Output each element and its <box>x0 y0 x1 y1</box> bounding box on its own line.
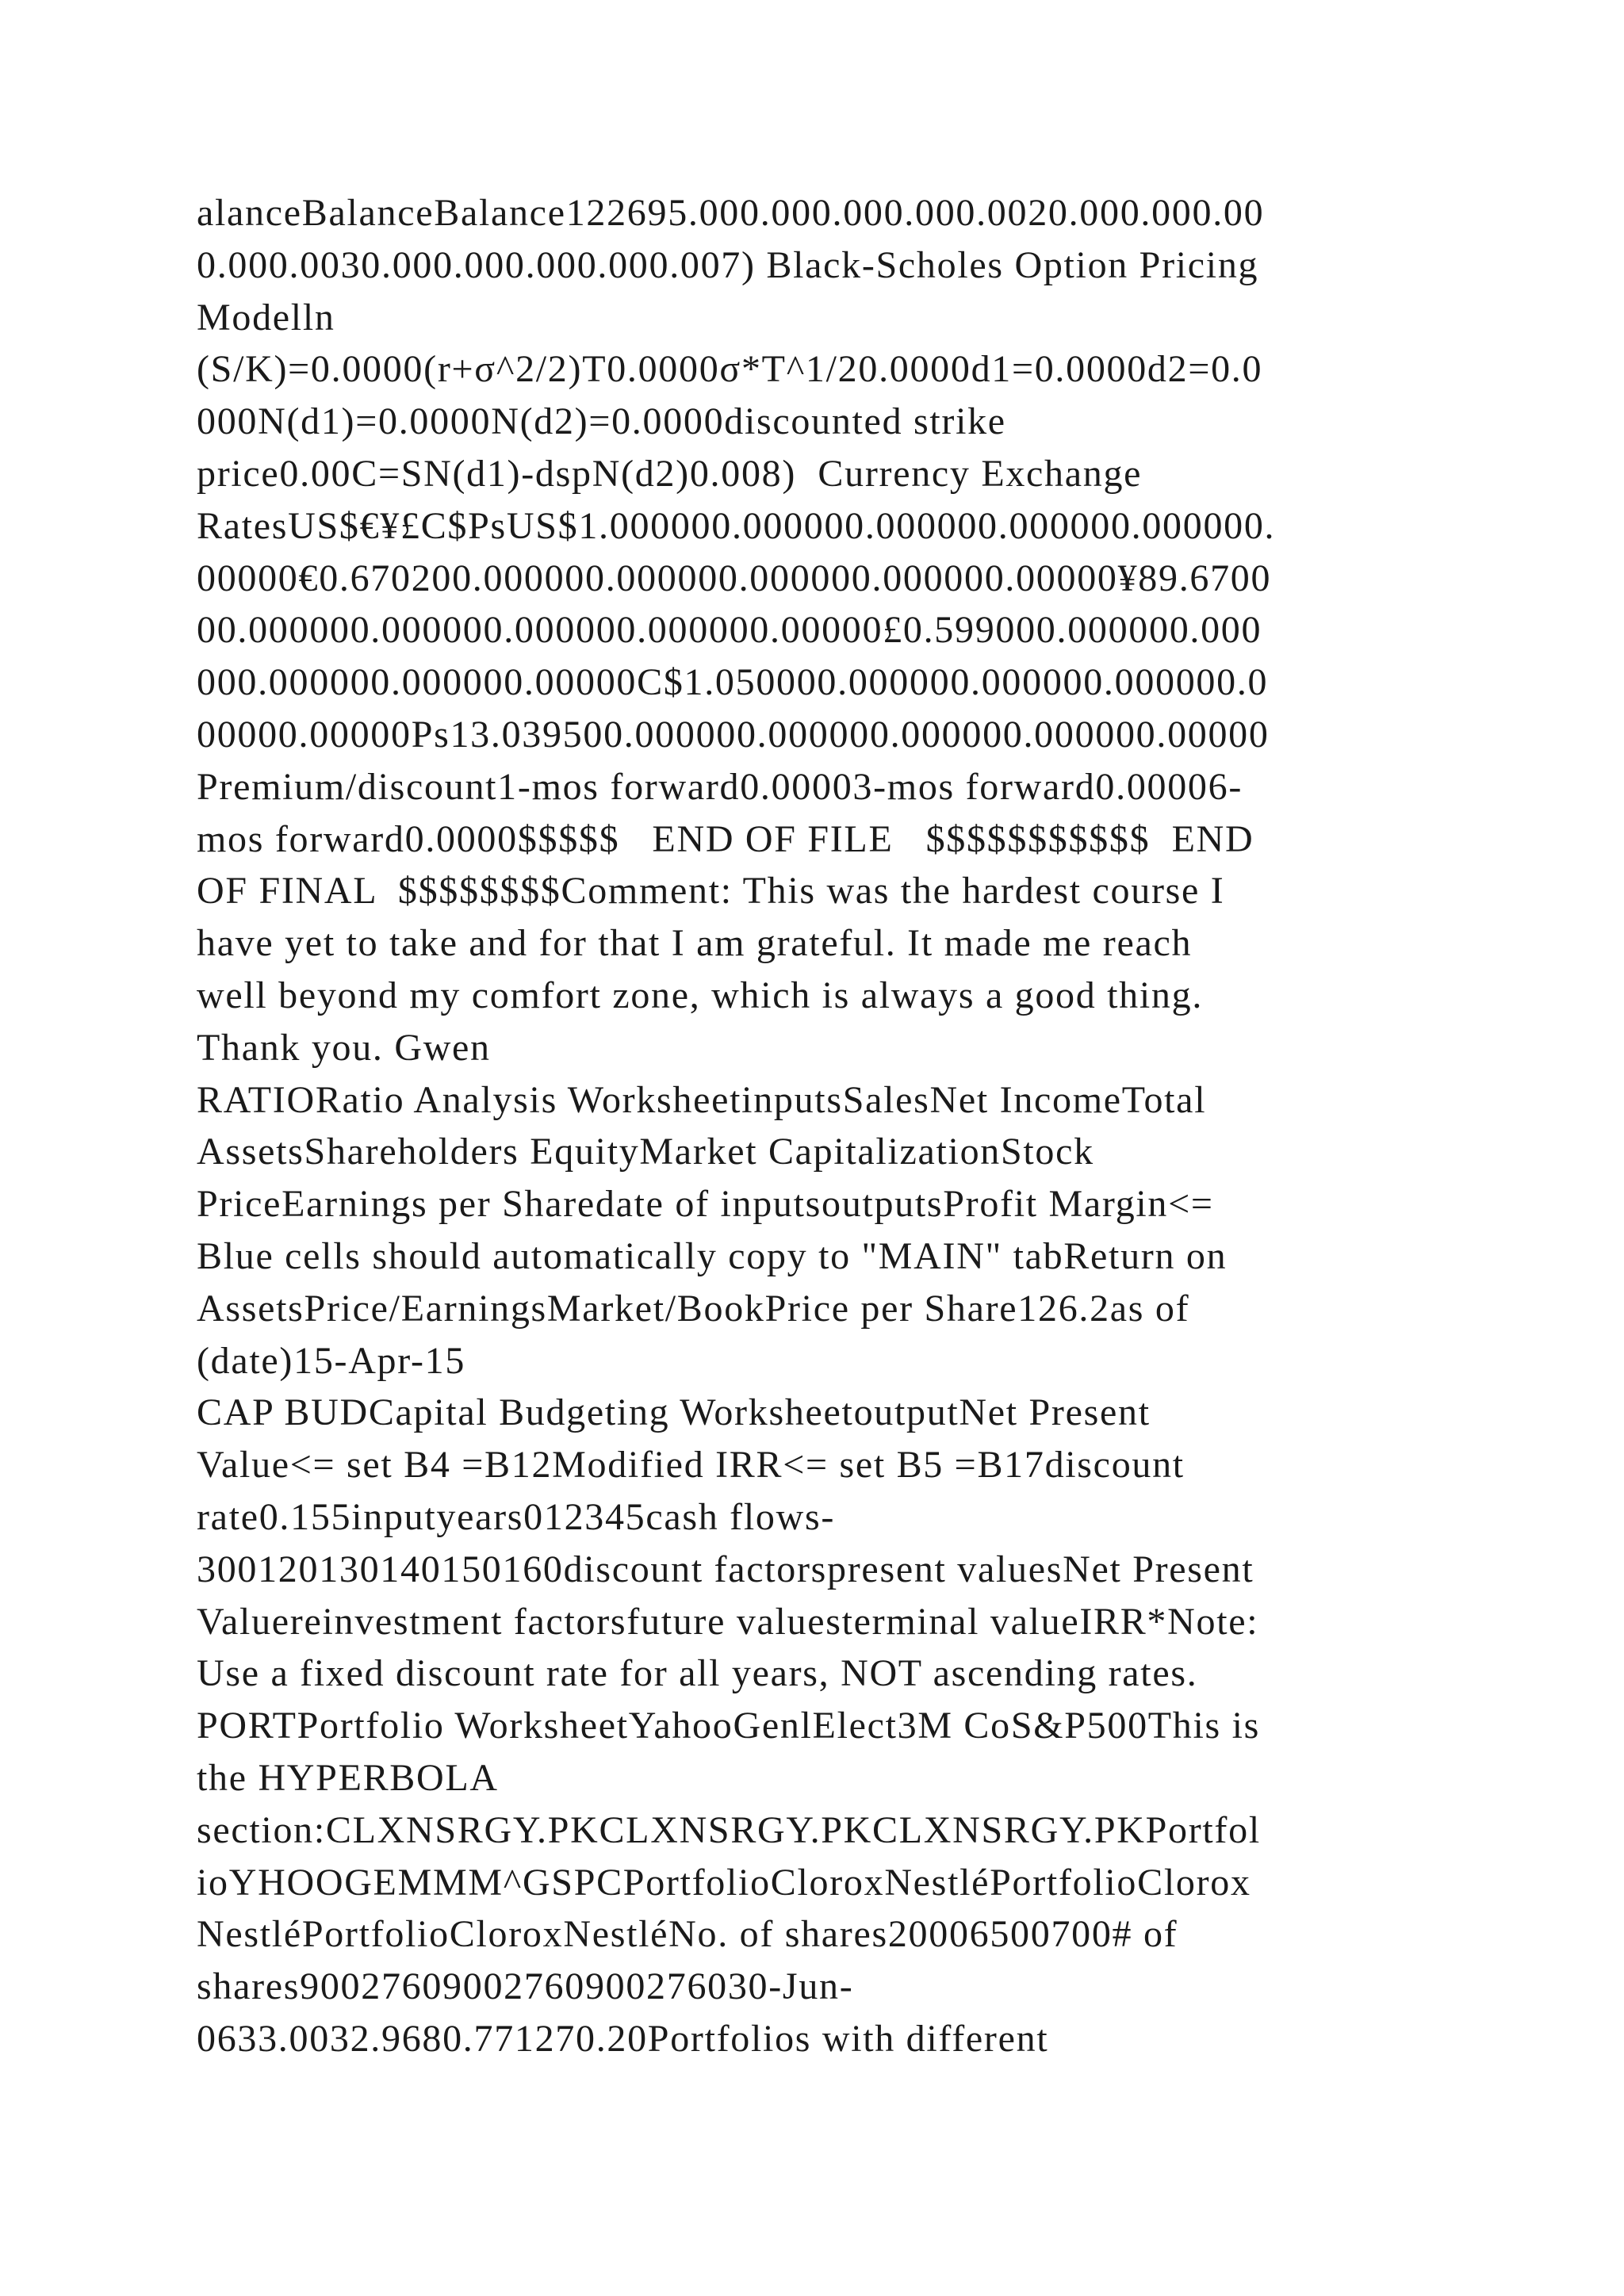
text-line: NestléPortfolioCloroxNestléNo. of shares20006500700# of <box>197 1913 1178 1956</box>
text-line: Thank you. Gwen <box>197 1026 491 1069</box>
text-line: PriceEarnings per Sharedate of inputsoutputsProfit Margin<= <box>197 1183 1214 1226</box>
text-line: rate0.155inputyears012345cash flows- <box>197 1495 836 1538</box>
text-line: RATIORatio Analysis WorksheetinputsSalesNet IncomeTotal <box>197 1078 1207 1121</box>
text-line: section:CLXNSRGY.PKCLXNSRGY.PKCLXNSRGY.PKPortfol <box>197 1808 1261 1851</box>
text-line: 00000.00000Ps13.039500.000000.000000.000000.000000.00000 <box>197 713 1270 756</box>
text-line: 300120130140150160discount factorspresent valuesNet Present <box>197 1548 1254 1590</box>
text-line: alanceBalanceBalance122695.000.000.000.000.0020.000.000.00 <box>197 192 1265 234</box>
document-text <box>197 187 1450 2065</box>
text-line: (S/K)=0.0000(r+σ^2/2)T0.0000σ*T^1/20.0000d1=0.0000d2=0.0 <box>197 348 1263 391</box>
text-line: Modelln <box>197 296 335 339</box>
text-line: CAP BUDCapital Budgeting WorksheetoutputNet Present <box>197 1391 1151 1434</box>
text-line: have yet to take and for that I am grateful. It made me reach <box>197 922 1193 965</box>
text-line: Valuereinvestment factorsfuture valuesterminal valueIRR*Note: <box>197 1600 1259 1643</box>
text-line: RatesUS$€¥£C$PsUS$1.000000.000000.000000.000000.000000. <box>197 504 1276 547</box>
text-line: shares90027609002760900276030-Jun- <box>197 1965 854 2008</box>
text-line: 0.000.0030.000.000.000.000.007) Black-Scholes Option Pricing <box>197 243 1259 286</box>
text-line: AssetsShareholders EquityMarket CapitalizationStock <box>197 1131 1094 1173</box>
text-line: OF FINAL $$$$$$$$Comment: This was the hardest course I <box>197 870 1225 913</box>
text-line: Use a fixed discount rate for all years, NOT ascending rates. <box>197 1652 1198 1695</box>
text-line: ioYHOOGEMMM^GSPCPortfolioCloroxNestléPortfolioClorox <box>197 1861 1251 1904</box>
text-line: mos forward0.0000$$$$$ END OF FILE $$$$$$$$$$$ END <box>197 817 1254 860</box>
text-line: 000.000000.000000.00000C$1.050000.000000.000000.000000.0 <box>197 661 1269 704</box>
text-line: 0633.0032.9680.771270.20Portfolios with different <box>197 2017 1049 2060</box>
text-line: Value<= set B4 =B12Modified IRR<= set B5 =B17discount <box>197 1444 1185 1487</box>
text-line: the HYPERBOLA <box>197 1756 499 1799</box>
text-line: price0.00C=SN(d1)-dspN(d2)0.008) Currency Exchange <box>197 452 1143 495</box>
text-line: 00000€0.670200.000000.000000.000000.000000.00000¥89.6700 <box>197 557 1272 599</box>
text-line: Blue cells should automatically copy to "MAIN" tabReturn on <box>197 1234 1228 1277</box>
text-line: 00.000000.000000.000000.000000.00000£0.599000.000000.000 <box>197 609 1262 652</box>
text-line: Premium/discount1-mos forward0.00003-mos forward0.00006- <box>197 765 1243 808</box>
text-line: well beyond my comfort zone, which is always a good thing. <box>197 974 1204 1016</box>
text-line: (date)15-Apr-15 <box>197 1339 466 1382</box>
text-line: 000N(d1)=0.0000N(d2)=0.0000discounted strike <box>197 400 1006 443</box>
text-line: PORTPortfolio WorksheetYahooGenlElect3M CoS&P500This is <box>197 1705 1261 1747</box>
text-line: AssetsPrice/EarningsMarket/BookPrice per Share126.2as of <box>197 1287 1190 1330</box>
